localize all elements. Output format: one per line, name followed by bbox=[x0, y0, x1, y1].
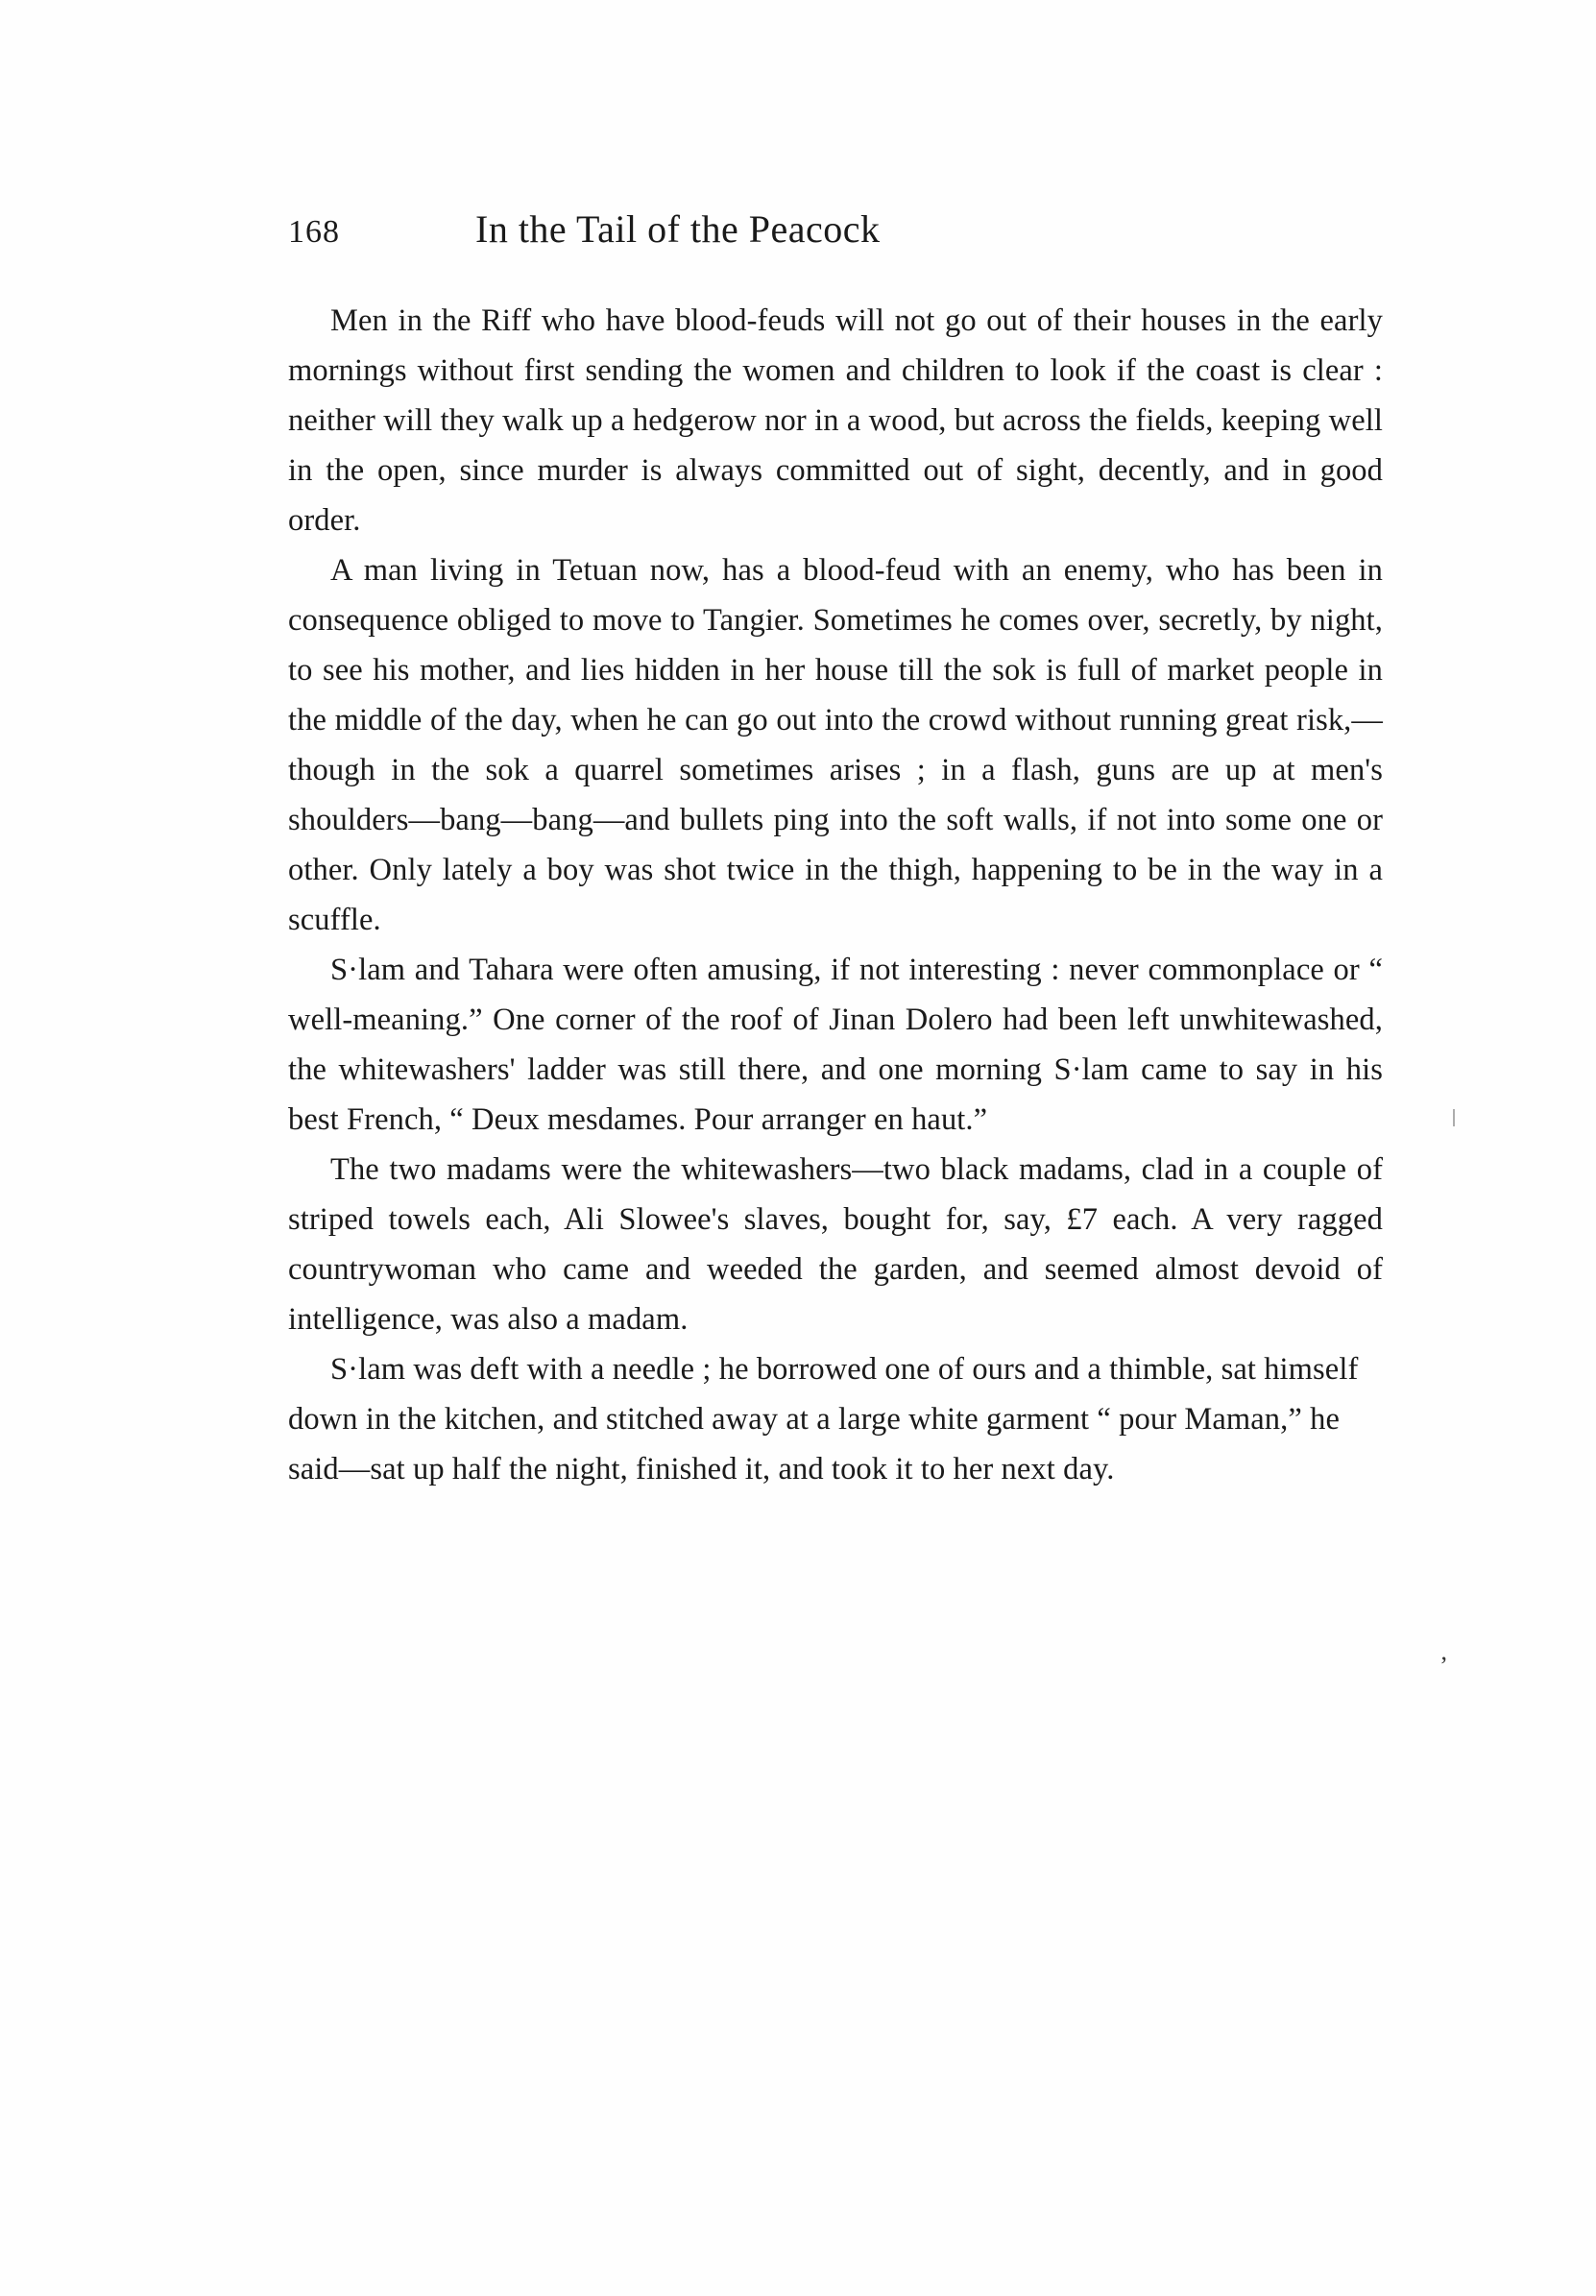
running-title: In the Tail of the Peacock bbox=[475, 207, 881, 251]
page-content bbox=[288, 206, 1383, 1494]
paragraph-5: S·lam was deft with a needle ; he borrowed one of ours and a thimble, sat himself down in the kitchen, and stitched away at a large white garment “ pour Maman,” he said—sat up half the night, finished it, and took it to her next day. bbox=[288, 1352, 1359, 1486]
paragraph-1: Men in the Riff who have blood-feuds will not go out of their houses in the early mornings without first sending the women and children to look if the coast is clear : neither will they walk up a hedgerow nor in a wood, but across the fields, keeping well in the open, since murder is always committed out of sight, decently, and in good order. bbox=[288, 303, 1383, 538]
page-number: 168 bbox=[288, 214, 340, 250]
margin-mark: , bbox=[1440, 1637, 1447, 1665]
paragraph-3: S·lam and Tahara were often amusing, if not interesting : never commonplace or “ well-meaning.” One corner of the roof of Jinan Dolero had been left unwhitewashed, the whitewashers' ladder was still there, and one morning S·lam came to say in his best French, “ Deux mesdames. Pour arranger en haut.” bbox=[288, 953, 1383, 1137]
page-header bbox=[288, 206, 1383, 252]
paragraph-2: A man living in Tetuan now, has a blood-feud with an enemy, who has been in consequence obliged to move to Tangier. Sometimes he comes over, secretly, by night, to see his mother, and lies hidden in her house till the sok is full of market people in the middle of the day, when he can go out into the crowd without running great risk,—though in the sok a quarrel sometimes arises ; in a flash, guns are up at men's shoulders—bang—bang—and bullets ping into the soft walls, if not into some one or other. Only lately a boy was shot twice in the thigh, happening to be in the way in a scuffle. bbox=[288, 553, 1383, 937]
paragraph-4: The two madams were the whitewashers—two black madams, clad in a couple of striped towels each, Ali Slowee's slaves, bought for, say, £7 each. A very ragged countrywoman who came and weeded the garden, and seemed almost devoid of intelligence, was also a madam. bbox=[288, 1152, 1383, 1337]
margin-edge-tick bbox=[1453, 1109, 1455, 1126]
